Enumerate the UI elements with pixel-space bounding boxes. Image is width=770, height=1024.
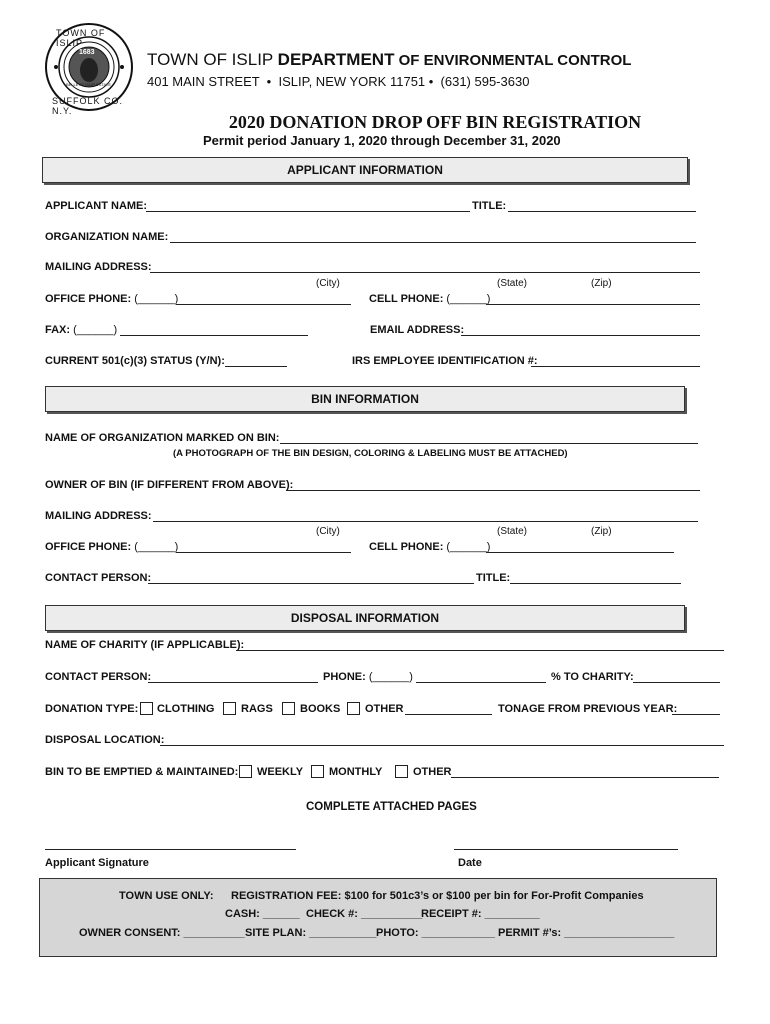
donation-other-checkbox[interactable] [347,702,360,715]
bin-cell-phone-line [486,552,674,553]
donation-other-label: OTHER [365,703,404,715]
disposal-phone-field[interactable] [416,670,546,682]
email-field[interactable] [461,323,700,335]
signature-line [45,849,296,850]
applicant-cell-phone-text: CELL PHONE: [369,293,444,305]
bin-owner-line [286,490,700,491]
date-label: Date [458,857,482,869]
permit-numbers-field: PERMIT #’s: __________________ [498,927,675,939]
percent-charity-label: % TO CHARITY: [551,671,634,683]
fax-paren: (______) [73,324,118,336]
town-use-box [39,878,717,957]
check-number-field: CHECK #: __________ [306,908,423,920]
organization-name-label: ORGANIZATION NAME: [45,231,169,243]
bin-office-phone-paren: (______) [134,541,179,553]
bin-office-phone-label [45,541,178,553]
books-label: BOOKS [300,703,341,715]
bin-office-phone-line [176,552,351,553]
applicant-title-field[interactable] [508,199,696,211]
emptied-other-checkbox[interactable] [395,765,408,778]
irs-ein-field[interactable] [531,354,700,366]
date-field[interactable] [454,836,678,848]
monthly-label: MONTHLY [329,766,383,778]
form-title: 2020 DONATION DROP OFF BIN REGISTRATION [228,112,642,132]
bin-contact-title-field[interactable] [510,571,681,583]
bin-contact-label: CONTACT PERSON: [45,572,152,584]
title-suffix: OF ENVIRONMENTAL CONTROL [394,52,632,69]
donation-other-line [405,714,492,715]
disposal-contact-label: CONTACT PERSON: [45,671,152,683]
bin-mailing-label: MAILING ADDRESS: [45,510,152,522]
disposal-location-line [160,745,724,746]
bin-cell-phone-label [369,541,490,553]
applicant-cell-phone-paren: (______) [446,293,491,305]
org-marked-field[interactable] [280,431,698,443]
applicant-office-phone-line [176,304,351,305]
status-501c3-label: CURRENT 501(c)(3) STATUS (Y/N): [45,355,225,367]
applicant-office-phone-paren: (______) [134,293,179,305]
org-marked-label: NAME OF ORGANIZATION MARKED ON BIN: [45,432,280,444]
bin-mailing-line [153,521,698,522]
email-line [461,335,700,336]
title-prefix: TOWN OF ISLIP [147,50,278,69]
town-use-label: TOWN USE ONLY: [119,890,214,902]
rags-label: RAGS [241,703,273,715]
disposal-section-title: DISPOSAL INFORMATION [290,611,440,625]
applicant-office-phone-field[interactable] [176,292,351,304]
date-line [454,849,678,850]
weekly-label: WEEKLY [257,766,304,778]
bin-mailing-field[interactable] [153,509,698,521]
emptied-other-field[interactable] [451,765,719,777]
emptied-other-label: OTHER [413,766,452,778]
disposal-location-field[interactable] [160,733,724,745]
owner-consent-field: OWNER CONSENT: __________ [79,927,245,939]
fax-line [120,335,308,336]
organization-name-field[interactable] [170,230,696,242]
applicant-state-caption: (State) [497,278,528,289]
photo-field: PHOTO: ____________ [376,927,496,939]
applicant-title-label: TITLE: [472,200,507,212]
applicant-signature-field[interactable] [45,836,296,848]
form-subtitle: Permit period January 1, 2020 through December 31, 2020 [203,133,561,148]
applicant-mailing-label: MAILING ADDRESS: [45,261,152,273]
bin-owner-field[interactable] [286,478,700,490]
status-501c3-line [225,366,287,367]
seal-ring-text: BELLE AT ISLIP ESTATE [66,82,111,87]
applicant-mailing-field[interactable] [150,260,700,272]
bin-owner-label: OWNER OF BIN (IF DIFFERENT FROM ABOVE): [45,479,294,491]
status-501c3-field[interactable] [225,354,287,366]
applicant-name-line [146,211,470,212]
applicant-section-title: APPLICANT INFORMATION [287,163,443,177]
fax-label-text: FAX: [45,324,71,336]
disposal-phone-label [323,671,413,683]
bin-cell-phone-paren: (______) [446,541,491,553]
applicant-cell-phone-line [486,304,700,305]
applicant-cell-phone-label [369,293,490,305]
disposal-contact-field[interactable] [148,670,318,682]
bin-zip-caption: (Zip) [591,526,612,537]
weekly-checkbox[interactable] [239,765,252,778]
seal-top-text: TOWN OF ISLIP [56,28,106,48]
seal-year: 1683 [79,49,95,56]
donation-type-label: DONATION TYPE: [45,703,139,715]
emptied-label: BIN TO BE EMPTIED & MAINTAINED: [45,766,239,778]
registration-fee-text: REGISTRATION FEE: $100 for 501c3’s or $100 per bin for For-Profit Companies [231,890,644,902]
bin-section-header [45,386,685,412]
bin-contact-field[interactable] [148,571,474,583]
rags-checkbox[interactable] [223,702,236,715]
applicant-office-phone-label [45,293,178,305]
receipt-number-field: RECEIPT #: _________ [421,908,540,920]
applicant-cell-phone-field[interactable] [486,292,700,304]
bin-cell-phone-field[interactable] [486,540,674,552]
donation-other-field[interactable] [405,702,492,714]
applicant-city-caption: (City) [316,278,340,289]
bin-office-phone-field[interactable] [176,540,351,552]
applicant-mailing-line [150,272,700,273]
site-plan-field: SITE PLAN: ___________ [245,927,377,939]
charity-field[interactable] [236,638,724,650]
disposal-section-header [45,605,685,631]
bin-city-caption: (City) [316,526,340,537]
applicant-title-line [508,211,696,212]
title-bold: DEPARTMENT [277,50,395,69]
applicant-name-field[interactable] [146,199,470,211]
department-title [147,50,631,70]
applicant-name-label: APPLICANT NAME: [45,200,148,212]
irs-ein-label: IRS EMPLOYEE IDENTIFICATION #: [352,355,538,367]
cash-field: CASH: ______ [225,908,300,920]
applicant-zip-caption: (Zip) [591,278,612,289]
bin-state-caption: (State) [497,526,528,537]
percent-charity-line [633,682,720,683]
disposal-phone-line [416,682,546,683]
tonage-line [672,714,720,715]
charity-label: NAME OF CHARITY (IF APPLICABLE): [45,639,245,651]
department-address: 401 MAIN STREET • ISLIP, NEW YORK 11751 • (631) 595-3630 [147,74,530,89]
complete-attached-note: COMPLETE ATTACHED PAGES [306,801,477,813]
clothing-label: CLOTHING [157,703,215,715]
email-label: EMAIL ADDRESS: [370,324,465,336]
organization-name-line [170,242,696,243]
bin-contact-line [148,583,474,584]
bin-contact-title-label: TITLE: [476,572,511,584]
emptied-other-line [451,777,719,778]
bin-cell-phone-text: CELL PHONE: [369,541,444,553]
bin-contact-title-line [510,583,681,584]
applicant-signature-label: Applicant Signature [45,857,149,869]
disposal-phone-text: PHONE: [323,671,366,683]
fax-label [45,324,117,336]
irs-ein-line [531,366,700,367]
town-seal [44,22,134,116]
fax-field[interactable] [120,323,308,335]
clothing-checkbox[interactable] [140,702,153,715]
disposal-phone-paren: (______) [368,671,413,683]
seal-bottom-text: SUFFOLK CO. N.Y. [52,96,124,116]
charity-line [236,650,724,651]
applicant-section-header [42,157,688,183]
monthly-checkbox[interactable] [311,765,324,778]
bin-section-title: BIN INFORMATION [311,392,419,406]
bin-office-phone-text: OFFICE PHONE: [45,541,132,553]
tonage-field[interactable] [672,702,720,714]
applicant-office-phone-text: OFFICE PHONE: [45,293,132,305]
disposal-contact-line [148,682,318,683]
books-checkbox[interactable] [282,702,295,715]
percent-charity-field[interactable] [633,670,720,682]
org-marked-line [280,443,698,444]
disposal-location-label: DISPOSAL LOCATION: [45,734,165,746]
tonage-label: TONAGE FROM PREVIOUS YEAR: [498,703,678,715]
photo-note: (A PHOTOGRAPH OF THE BIN DESIGN, COLORING & LABELING MUST BE ATTACHED) [173,448,568,459]
